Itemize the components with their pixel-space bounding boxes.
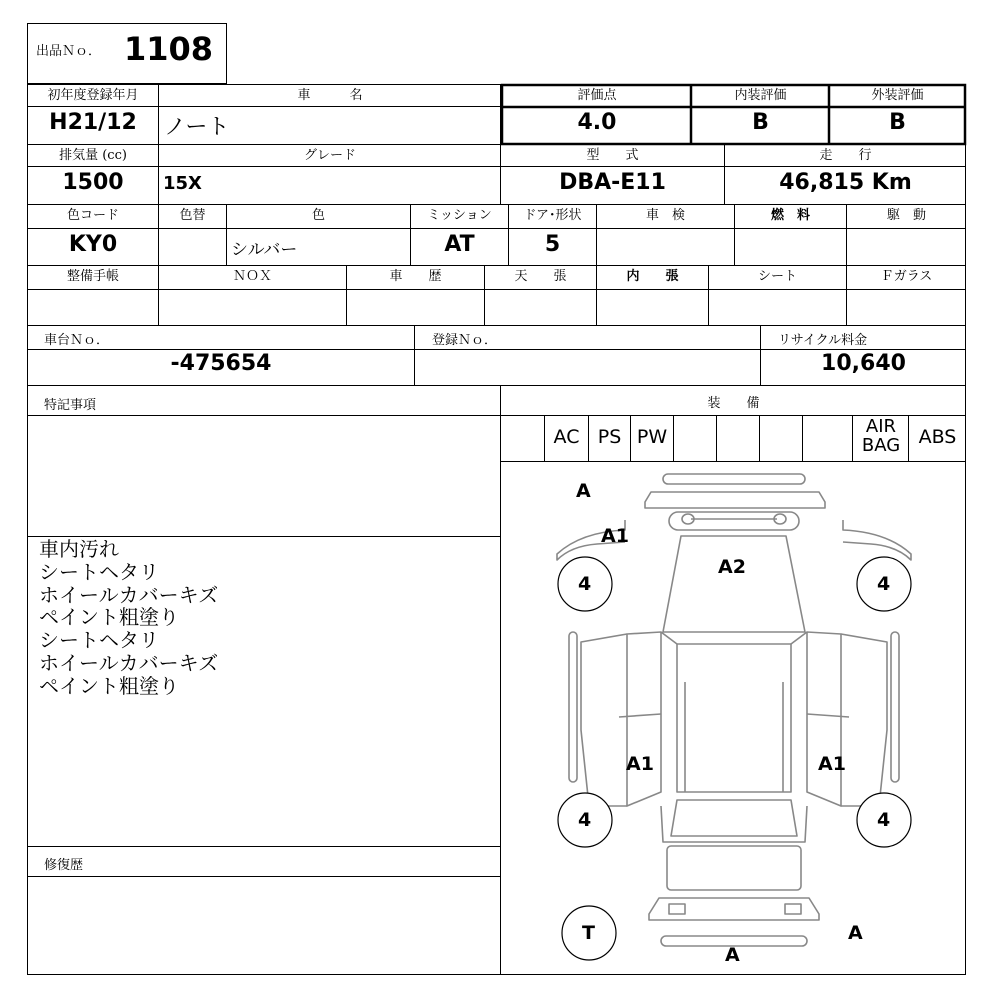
notes-list	[39, 538, 218, 698]
mark-windshield: A2	[718, 556, 746, 578]
mileage-label: 走 行	[819, 148, 872, 163]
mark-spare: T	[582, 922, 595, 944]
model-label: 型 式	[586, 148, 639, 163]
seat-label: シート	[757, 269, 797, 284]
displacement-value: 1500	[62, 170, 124, 195]
color-label: 色	[311, 208, 325, 223]
score-label: 評価点	[577, 88, 617, 103]
note-line: シートヘタリ	[39, 628, 159, 653]
inspection-label: 車 検	[645, 208, 685, 223]
car-name-label: 車 名	[297, 88, 363, 103]
recycle-value: 10,640	[821, 351, 906, 376]
color-value: シルバー	[231, 240, 298, 260]
history-label: 車 歴	[389, 269, 442, 284]
interior-label: 内装評価	[734, 88, 787, 103]
equip-airbag: AIR BAG	[861, 416, 901, 456]
reg-date-value: H21/12	[49, 110, 137, 135]
recycle-label: リサイクル料金	[778, 333, 868, 348]
note-line: ペイント粗塗り	[39, 673, 179, 698]
note-line: シートヘタリ	[39, 559, 159, 584]
chassis-value: -475654	[170, 351, 272, 376]
mark-tire-fl: 4	[578, 573, 592, 595]
equip-pw: PW	[636, 426, 668, 448]
exterior-label: 外装評価	[871, 88, 924, 103]
car-diagram	[501, 462, 966, 974]
equip-ps: PS	[597, 426, 622, 448]
lot-number-label: 出品Ｎｏ．	[36, 44, 102, 59]
car-name-value: ノート	[164, 115, 230, 140]
roof-label: 天 張	[514, 269, 567, 284]
maintenance-label: 整備手帳	[66, 269, 119, 284]
mark-tire-rl: 4	[578, 809, 592, 831]
equipment-label: 装 備	[707, 396, 760, 411]
mark-rear-right: A	[848, 922, 863, 944]
note-line: 車内汚れ	[39, 537, 119, 561]
note-line: ホイールカバーキズ	[39, 650, 219, 675]
interior-value: B	[752, 110, 769, 135]
fuel-label: 燃 料	[770, 208, 810, 223]
mark-tire-rr: 4	[877, 809, 891, 831]
exterior-value: B	[889, 110, 906, 135]
equip-abs: ABS	[918, 426, 957, 448]
score-value: 4.0	[577, 110, 617, 135]
glass-label: Ｆガラス	[880, 269, 933, 284]
color-code-label: 色コード	[66, 208, 119, 223]
model-value: DBA-E11	[559, 170, 666, 195]
mission-value: AT	[444, 232, 475, 257]
interior-trim-label: 内 張	[626, 269, 679, 284]
displacement-label: 排気量 (cc)	[59, 148, 127, 163]
mark-hood: A1	[601, 525, 629, 547]
repair-history-label: 修復歴	[44, 858, 84, 873]
mission-label: ミッション	[427, 208, 492, 223]
registration-label: 登録Ｎｏ．	[432, 333, 498, 348]
mark-front: A	[576, 480, 591, 502]
mileage-value: 46,815 Km	[779, 170, 912, 195]
equip-ac: AC	[553, 426, 580, 448]
mark-side-left: A1	[626, 753, 654, 775]
mark-rear: A	[725, 944, 740, 966]
mark-side-right: A1	[818, 753, 846, 775]
color-code-value: KY0	[68, 232, 118, 257]
door-label: ドア･形状	[523, 208, 582, 223]
door-value: 5	[544, 232, 561, 257]
lot-number: 1108	[124, 30, 214, 68]
chassis-label: 車台Ｎｏ．	[44, 333, 110, 348]
drive-label: 駆 動	[886, 208, 926, 223]
notes-label: 特記事項	[44, 398, 97, 413]
nox-label: ＮＯＸ	[232, 269, 272, 284]
mark-tire-fr: 4	[877, 573, 891, 595]
grade-label: グレード	[303, 148, 356, 163]
repaint-label: 色替	[179, 208, 206, 223]
grade-value: 15X	[163, 173, 202, 194]
reg-date-label: 初年度登録年月	[47, 88, 139, 103]
note-line: ホイールカバーキズ	[39, 582, 219, 607]
note-line: ペイント粗塗り	[39, 605, 179, 630]
